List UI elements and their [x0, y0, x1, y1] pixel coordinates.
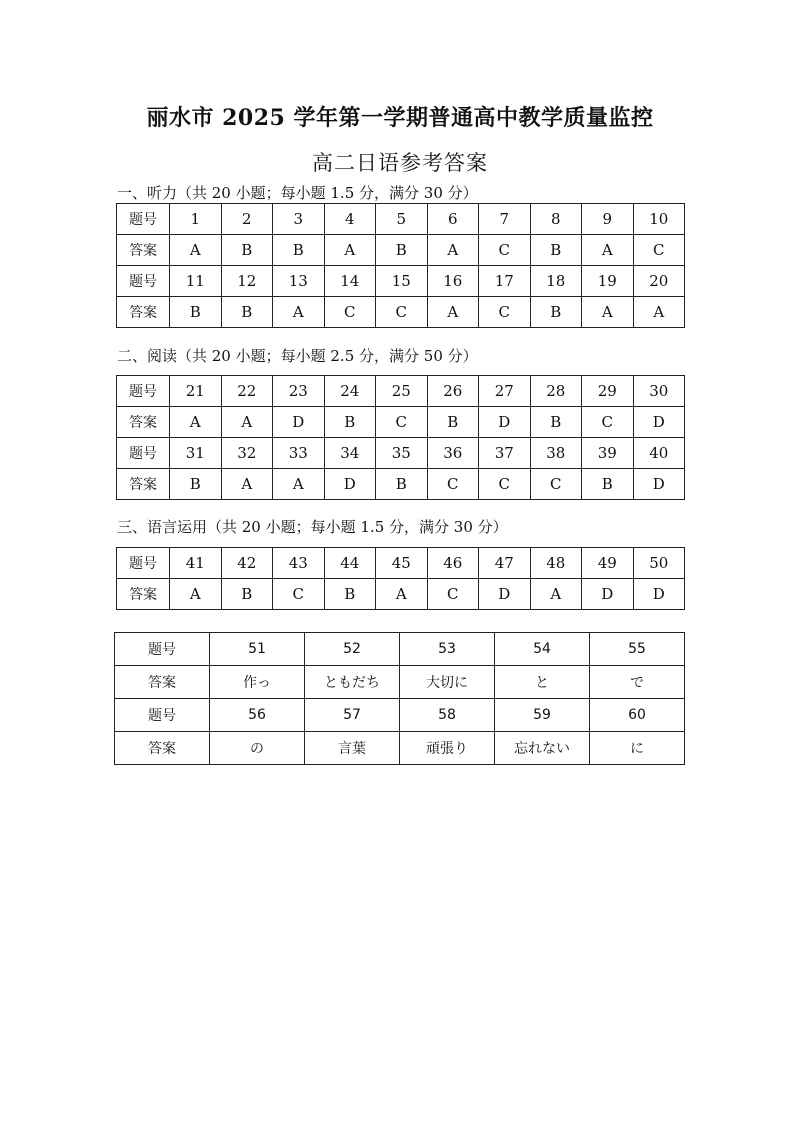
- answer-cell: C: [633, 235, 685, 266]
- question-number: 10: [633, 204, 685, 235]
- row-label: 答案: [117, 407, 170, 438]
- table-row: [117, 579, 685, 610]
- question-number: 41: [170, 548, 222, 579]
- row-label: 题号: [117, 376, 170, 407]
- answer-cell: D: [324, 469, 376, 500]
- answer-cell: B: [427, 407, 479, 438]
- section-heading-listening: 一、听力（共 20 小题；每小题 1.5 分，满分 30 分）: [117, 184, 478, 202]
- question-number: 59: [495, 699, 590, 732]
- question-number: 9: [582, 204, 634, 235]
- question-number: 39: [582, 438, 634, 469]
- question-number: 43: [273, 548, 325, 579]
- row-label: 题号: [117, 204, 170, 235]
- answer-cell: ともだち: [305, 666, 400, 699]
- question-number: 29: [582, 376, 634, 407]
- answer-cell: D: [633, 407, 685, 438]
- answer-cell: B: [376, 469, 428, 500]
- table-row: [117, 235, 685, 266]
- answer-cell: の: [210, 732, 305, 765]
- table-row: [117, 438, 685, 469]
- question-number: 42: [221, 548, 273, 579]
- answer-cell: A: [582, 235, 634, 266]
- answer-cell: B: [530, 407, 582, 438]
- question-number: 57: [305, 699, 400, 732]
- question-number: 11: [170, 266, 222, 297]
- answer-table-language-use: [116, 547, 685, 610]
- table-row: [117, 297, 685, 328]
- answer-cell: 作っ: [210, 666, 305, 699]
- question-number: 30: [633, 376, 685, 407]
- answer-cell: D: [479, 579, 531, 610]
- table-row: [117, 548, 685, 579]
- answer-table-listening: [116, 203, 685, 328]
- question-number: 6: [427, 204, 479, 235]
- answer-cell: B: [530, 235, 582, 266]
- answer-cell: D: [479, 407, 531, 438]
- question-number: 50: [633, 548, 685, 579]
- answer-cell: D: [273, 407, 325, 438]
- question-number: 58: [400, 699, 495, 732]
- answer-cell: A: [170, 407, 222, 438]
- answer-cell: C: [273, 579, 325, 610]
- question-number: 22: [221, 376, 273, 407]
- answer-cell: B: [582, 469, 634, 500]
- row-label: 题号: [115, 699, 210, 732]
- answer-cell: に: [590, 732, 685, 765]
- question-number: 15: [376, 266, 428, 297]
- row-label: 题号: [117, 266, 170, 297]
- row-label: 答案: [117, 235, 170, 266]
- question-number: 27: [479, 376, 531, 407]
- answer-cell: B: [170, 297, 222, 328]
- answer-cell: 忘れない: [495, 732, 590, 765]
- question-number: 47: [479, 548, 531, 579]
- answer-cell: B: [324, 579, 376, 610]
- question-number: 36: [427, 438, 479, 469]
- question-number: 38: [530, 438, 582, 469]
- question-number: 34: [324, 438, 376, 469]
- answer-cell: B: [530, 297, 582, 328]
- question-number: 8: [530, 204, 582, 235]
- question-number: 31: [170, 438, 222, 469]
- question-number: 14: [324, 266, 376, 297]
- row-label: 答案: [117, 297, 170, 328]
- answer-cell: C: [479, 297, 531, 328]
- question-number: 45: [376, 548, 428, 579]
- question-number: 3: [273, 204, 325, 235]
- answer-cell: B: [221, 235, 273, 266]
- table-row: [115, 666, 685, 699]
- question-number: 56: [210, 699, 305, 732]
- table-row: [115, 699, 685, 732]
- question-number: 53: [400, 633, 495, 666]
- answer-cell: C: [427, 579, 479, 610]
- question-number: 28: [530, 376, 582, 407]
- question-number: 19: [582, 266, 634, 297]
- answer-cell: A: [170, 235, 222, 266]
- answer-cell: A: [170, 579, 222, 610]
- answer-cell: B: [273, 235, 325, 266]
- answer-cell: C: [530, 469, 582, 500]
- answer-cell: C: [479, 469, 531, 500]
- answer-cell: A: [324, 235, 376, 266]
- answer-cell: C: [427, 469, 479, 500]
- question-number: 26: [427, 376, 479, 407]
- answer-cell: C: [324, 297, 376, 328]
- question-number: 46: [427, 548, 479, 579]
- question-number: 51: [210, 633, 305, 666]
- answer-cell: A: [273, 469, 325, 500]
- question-number: 24: [324, 376, 376, 407]
- question-number: 48: [530, 548, 582, 579]
- row-label: 答案: [115, 732, 210, 765]
- answer-cell: A: [376, 579, 428, 610]
- question-number: 4: [324, 204, 376, 235]
- question-number: 21: [170, 376, 222, 407]
- question-number: 25: [376, 376, 428, 407]
- answer-cell: A: [530, 579, 582, 610]
- answer-cell: D: [582, 579, 634, 610]
- section-heading-reading: 二、阅读（共 20 小题；每小题 2.5 分，满分 50 分）: [117, 347, 478, 365]
- answer-cell: A: [221, 407, 273, 438]
- table-row: [117, 469, 685, 500]
- table-row: [115, 633, 685, 666]
- question-number: 16: [427, 266, 479, 297]
- answer-cell: C: [376, 407, 428, 438]
- row-label: 答案: [115, 666, 210, 699]
- question-number: 12: [221, 266, 273, 297]
- answer-cell: A: [427, 297, 479, 328]
- question-number: 33: [273, 438, 325, 469]
- question-number: 5: [376, 204, 428, 235]
- question-number: 49: [582, 548, 634, 579]
- question-number: 37: [479, 438, 531, 469]
- question-number: 23: [273, 376, 325, 407]
- answer-cell: 言葉: [305, 732, 400, 765]
- answer-cell: B: [221, 579, 273, 610]
- question-number: 2: [221, 204, 273, 235]
- row-label: 题号: [115, 633, 210, 666]
- document-subtitle: 高二日语参考答案: [312, 151, 488, 175]
- question-number: 7: [479, 204, 531, 235]
- row-label: 答案: [117, 469, 170, 500]
- question-number: 17: [479, 266, 531, 297]
- question-number: 55: [590, 633, 685, 666]
- answer-cell: B: [324, 407, 376, 438]
- answer-cell: で: [590, 666, 685, 699]
- answer-cell: B: [221, 297, 273, 328]
- row-label: 题号: [117, 438, 170, 469]
- answer-table-fill-in: [114, 632, 685, 765]
- row-label: 题号: [117, 548, 170, 579]
- answer-cell: D: [633, 469, 685, 500]
- question-number: 18: [530, 266, 582, 297]
- answer-table-reading: [116, 375, 685, 500]
- table-row: [117, 266, 685, 297]
- answer-cell: D: [633, 579, 685, 610]
- question-number: 20: [633, 266, 685, 297]
- table-row: [117, 204, 685, 235]
- question-number: 40: [633, 438, 685, 469]
- answer-cell: B: [170, 469, 222, 500]
- document-title: 丽水市 2025 学年第一学期普通高中教学质量监控: [146, 105, 654, 131]
- answer-cell: A: [582, 297, 634, 328]
- table-row: [117, 376, 685, 407]
- answer-cell: 頑張り: [400, 732, 495, 765]
- question-number: 54: [495, 633, 590, 666]
- answer-cell: B: [376, 235, 428, 266]
- question-number: 44: [324, 548, 376, 579]
- question-number: 60: [590, 699, 685, 732]
- section-heading-language-use: 三、语言运用（共 20 小题；每小题 1.5 分，满分 30 分）: [117, 518, 508, 536]
- answer-cell: A: [427, 235, 479, 266]
- answer-cell: A: [273, 297, 325, 328]
- question-number: 52: [305, 633, 400, 666]
- answer-cell: A: [221, 469, 273, 500]
- answer-cell: と: [495, 666, 590, 699]
- question-number: 35: [376, 438, 428, 469]
- answer-cell: C: [376, 297, 428, 328]
- answer-cell: C: [479, 235, 531, 266]
- question-number: 13: [273, 266, 325, 297]
- table-row: [115, 732, 685, 765]
- table-row: [117, 407, 685, 438]
- answer-cell: A: [633, 297, 685, 328]
- answer-cell: C: [582, 407, 634, 438]
- question-number: 1: [170, 204, 222, 235]
- question-number: 32: [221, 438, 273, 469]
- row-label: 答案: [117, 579, 170, 610]
- answer-cell: 大切に: [400, 666, 495, 699]
